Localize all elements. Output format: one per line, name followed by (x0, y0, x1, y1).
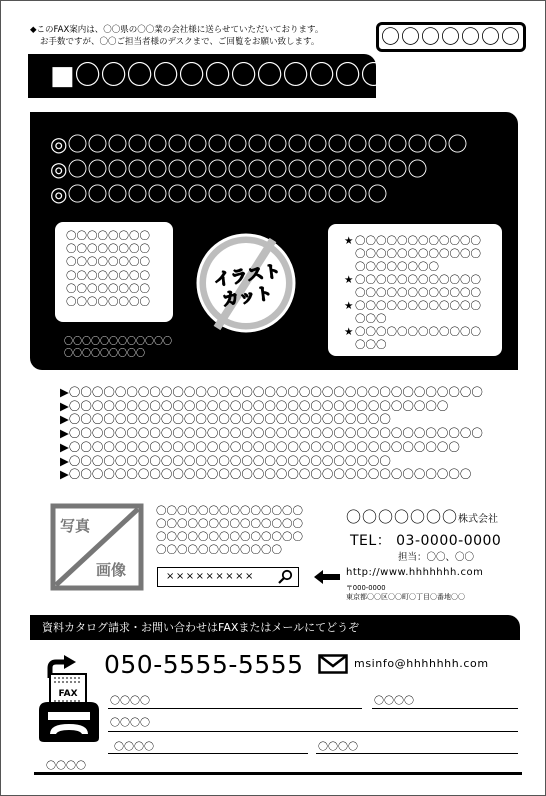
feature-item-line: 〇〇〇 (355, 313, 387, 325)
notice-line-2: お手数ですが、〇〇ご担当者様のデスクまで、ご回覧をお願い致します。 (40, 37, 320, 47)
feature-right-box (326, 222, 504, 358)
small-text-line: 〇〇〇〇〇〇〇〇〇 (64, 349, 146, 359)
feature-item-line: 〇〇〇〇〇〇〇〇〇〇〇〇 (355, 235, 481, 247)
illustration-label-2: カット (220, 283, 274, 311)
feature-item (344, 326, 502, 352)
feature-headline-2: ◎〇〇〇〇〇〇〇〇〇〇〇〇〇〇〇〇〇〇 (50, 157, 428, 181)
form-field-label: 〇〇〇〇 (318, 742, 358, 753)
notice-line-1: ◆このFAX案内は、〇〇県の〇〇業の会社様に送らせていただいております。 (30, 25, 324, 35)
photo-placeholder (50, 503, 144, 591)
form-field-label: 〇〇〇〇 (110, 718, 150, 729)
description-line: 〇〇〇〇〇〇〇〇〇〇〇〇 (156, 544, 282, 556)
feature-headline-3: ◎〇〇〇〇〇〇〇〇〇〇〇〇〇〇〇〇 (50, 182, 388, 206)
feature-item-line: 〇〇〇〇〇〇〇〇〇〇〇〇 (355, 274, 481, 286)
bullet-item: ▶〇〇〇〇〇〇〇〇〇〇〇〇〇〇〇〇〇〇〇〇〇〇〇〇〇〇〇〇〇〇〇〇〇〇 (60, 439, 460, 454)
contact-person: 担当：〇〇、〇〇 (398, 552, 475, 563)
bullet-item: ▶〇〇〇〇〇〇〇〇〇〇〇〇〇〇〇〇〇〇〇〇〇〇〇〇〇〇〇〇 (60, 453, 391, 468)
company-url[interactable]: http://www.hhhhhhh.com (346, 567, 484, 578)
fax-machine-icon (36, 654, 102, 742)
feature-item (344, 235, 502, 274)
photo-label-top: 写真 (60, 517, 91, 535)
form-field-label: 〇〇〇〇 (374, 696, 414, 707)
bullet-item: ▶〇〇〇〇〇〇〇〇〇〇〇〇〇〇〇〇〇〇〇〇〇〇〇〇〇〇〇〇〇〇〇〇〇 (60, 398, 449, 413)
feature-item-line: 〇〇〇〇〇〇〇〇〇〇〇〇 (355, 300, 481, 312)
form-field-line[interactable] (108, 753, 308, 754)
star-icon: ★ (344, 326, 354, 338)
feature-item-line: 〇〇〇〇〇〇〇〇 (355, 261, 439, 273)
form-field-line[interactable] (316, 753, 518, 754)
description-line: 〇〇〇〇〇〇〇〇〇〇〇〇〇〇 (156, 505, 303, 517)
left-box-line: 〇〇〇〇〇〇〇〇 (66, 296, 150, 309)
description-line: 〇〇〇〇〇〇〇〇〇〇〇〇〇〇 (156, 518, 303, 530)
form-field-line[interactable] (108, 708, 362, 709)
company-description (156, 505, 303, 557)
bullet-item: ▶〇〇〇〇〇〇〇〇〇〇〇〇〇〇〇〇〇〇〇〇〇〇〇〇〇〇〇〇〇〇〇〇〇〇〇〇 (60, 385, 483, 399)
header-badge: 〇〇〇〇〇〇〇 (376, 22, 526, 52)
feature-small-text (64, 336, 172, 360)
company-address: 東京都〇〇区〇〇町〇丁目〇番地〇〇 (346, 593, 465, 601)
fax-number: 050-5555-5555 (104, 650, 304, 679)
company-suffix: 株式会社 (458, 514, 499, 525)
bottom-rule[interactable] (34, 772, 522, 775)
bullet-item: ▶〇〇〇〇〇〇〇〇〇〇〇〇〇〇〇〇〇〇〇〇〇〇〇〇〇〇〇〇〇〇〇〇〇〇〇〇 (60, 426, 483, 441)
feature-headline-1: ◎〇〇〇〇〇〇〇〇〇〇〇〇〇〇〇〇〇〇〇〇 (50, 132, 468, 156)
star-icon: ★ (344, 235, 354, 247)
feature-item (344, 274, 502, 300)
bullet-item: ▶〇〇〇〇〇〇〇〇〇〇〇〇〇〇〇〇〇〇〇〇〇〇〇〇〇〇〇〇 (60, 412, 391, 427)
bullet-list (60, 386, 483, 482)
star-icon: ★ (344, 274, 354, 286)
form-field-line[interactable] (372, 708, 518, 709)
fax-label: FAX (58, 689, 78, 699)
star-icon: ★ (344, 300, 354, 312)
left-box-line: 〇〇〇〇〇〇〇〇 (66, 282, 150, 295)
feature-item-line: 〇〇〇〇〇〇〇〇〇〇〇〇 (355, 248, 481, 260)
company-tel: TEL： 03-0000-0000 (350, 533, 502, 549)
arrow-left-icon (314, 570, 340, 584)
left-box-line: 〇〇〇〇〇〇〇〇 (66, 243, 150, 256)
page-title: ■〇〇〇〇〇〇〇〇〇〇〇〇 (28, 54, 376, 98)
contact-email[interactable]: msinfo@hhhhhhh.com (354, 657, 489, 670)
feature-item-line: 〇〇〇 (355, 339, 387, 351)
fax-notice (30, 24, 323, 48)
description-line: 〇〇〇〇〇〇〇〇〇〇〇〇〇〇 (156, 531, 303, 543)
illustration-placeholder (195, 218, 297, 340)
feature-item-line: 〇〇〇〇〇〇〇〇〇〇〇〇 (355, 326, 481, 338)
feature-left-box (55, 222, 173, 322)
illustration-label-1: イラスト (212, 261, 283, 291)
company-name-text: 〇〇〇〇〇〇〇 (346, 508, 459, 526)
inquiry-banner: 資料カタログ請求・お問い合わせはFAXまたはメールにてどうぞ (30, 615, 520, 640)
small-text-line: 〇〇〇〇〇〇〇〇〇〇〇〇 (64, 337, 173, 347)
feature-item (344, 300, 502, 326)
form-field-label: 〇〇〇〇 (46, 761, 86, 772)
postal-code: 〒000-0000 (346, 584, 386, 592)
left-box-line: 〇〇〇〇〇〇〇〇 (66, 256, 150, 269)
company-name (346, 506, 498, 527)
left-box-line: 〇〇〇〇〇〇〇〇 (66, 230, 150, 242)
form-field-label: 〇〇〇〇 (114, 742, 154, 753)
form-field-label: 〇〇〇〇 (110, 696, 150, 707)
photo-label-bottom: 画像 (96, 561, 127, 579)
search-icon[interactable] (276, 569, 294, 585)
form-field-line[interactable] (108, 731, 518, 732)
mail-icon (318, 654, 348, 674)
bullet-item: ▶〇〇〇〇〇〇〇〇〇〇〇〇〇〇〇〇〇〇〇〇〇〇〇〇〇〇〇〇〇〇〇〇〇〇〇 (60, 467, 472, 482)
left-box-line: 〇〇〇〇〇〇〇〇 (66, 269, 150, 282)
search-box[interactable]: ××××××××× (157, 567, 299, 587)
feature-item-line: 〇〇〇〇〇〇〇〇〇〇〇〇 (355, 287, 481, 299)
